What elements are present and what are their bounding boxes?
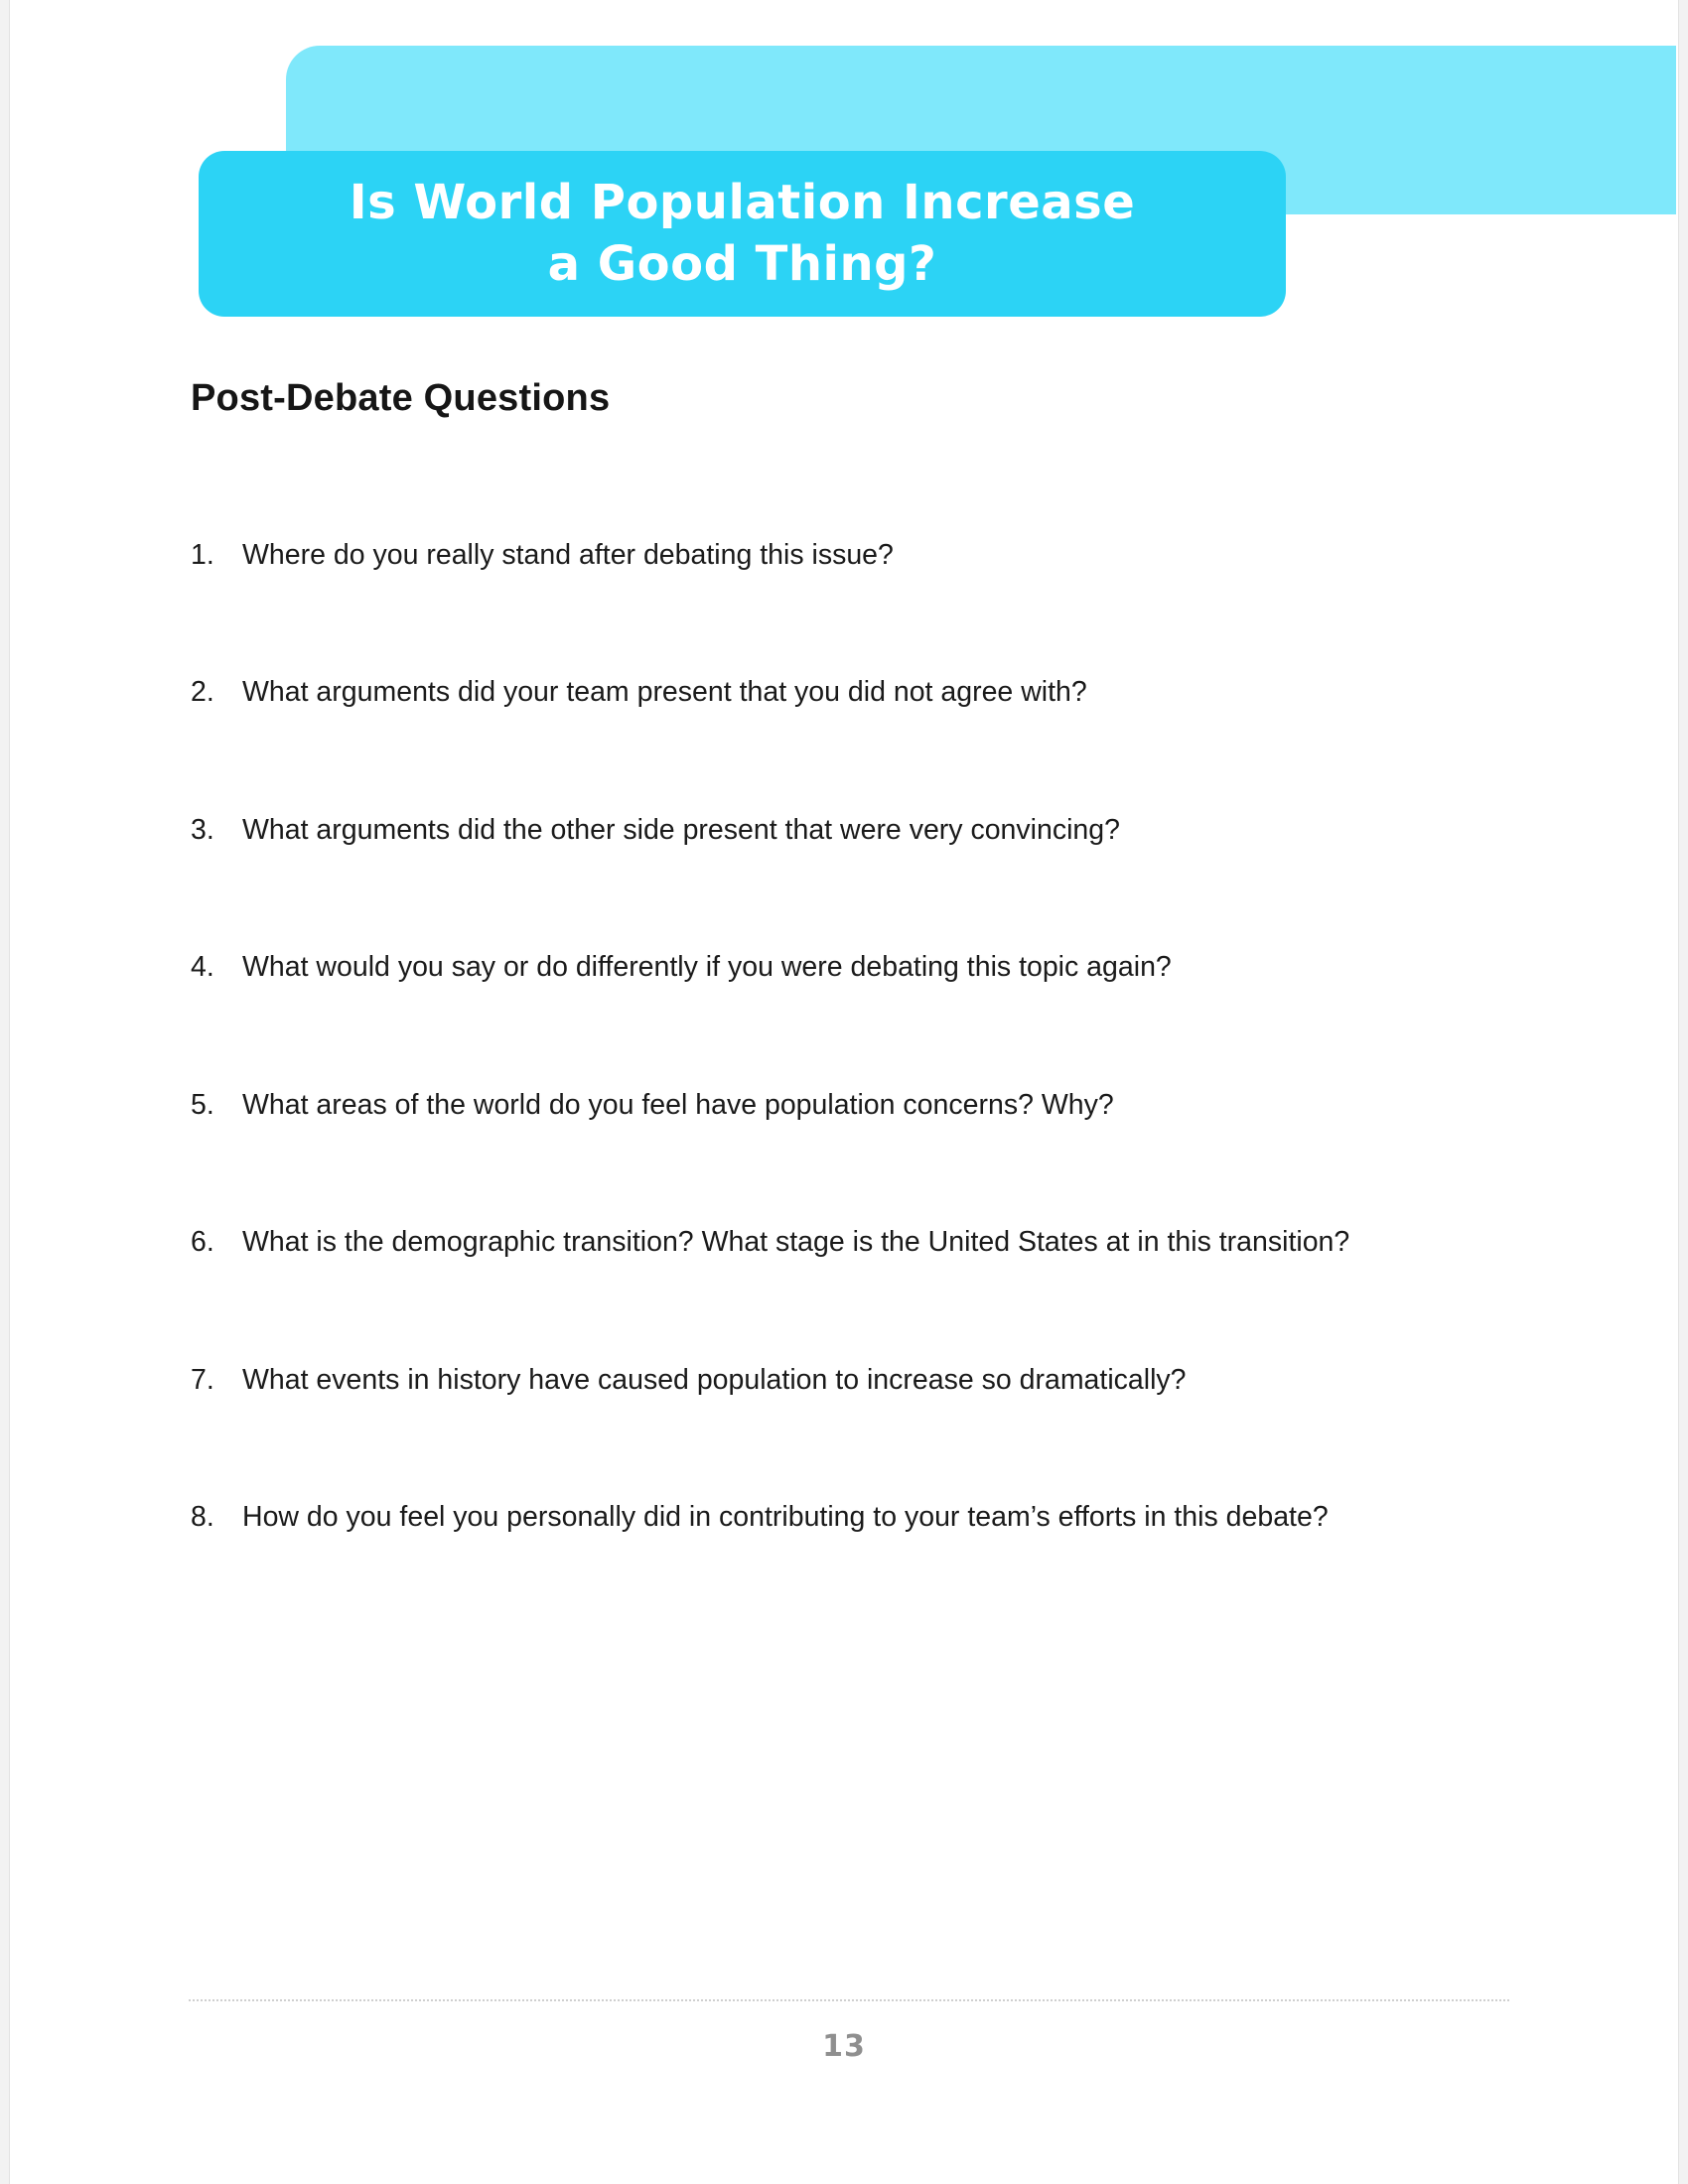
- list-item-number: 1.: [191, 539, 214, 571]
- list-item: [191, 948, 1511, 986]
- list-item-number: 6.: [191, 1226, 214, 1259]
- banner-title-line-1: Is World Population Increase: [349, 175, 1136, 231]
- list-item-text: What events in history have caused population to increase so dramatically?: [242, 1363, 1187, 1396]
- list-item: [191, 673, 1511, 711]
- page-number: 13: [822, 2029, 866, 2064]
- list-item-text: Where do you really stand after debating this issue?: [242, 539, 894, 571]
- page-left-edge: [0, 0, 10, 2184]
- banner-title-line-2: a Good Thing?: [547, 235, 937, 292]
- list-item-number: 3.: [191, 813, 214, 846]
- list-item-text: What areas of the world do you feel have population concerns? Why?: [242, 1088, 1114, 1121]
- footer-divider: [189, 1999, 1509, 2001]
- list-item-number: 7.: [191, 1363, 214, 1396]
- list-item-text: What arguments did your team present that you did not agree with?: [242, 676, 1087, 709]
- list-item-text: What would you say or do differently if you were debating this topic again?: [242, 951, 1172, 984]
- page-right-edge: [1678, 0, 1688, 2184]
- list-item: [191, 1223, 1511, 1261]
- list-item-text: How do you feel you personally did in contributing to your team’s efforts in this debate?: [242, 1501, 1329, 1534]
- list-item: [191, 811, 1511, 849]
- list-item: [191, 1498, 1511, 1536]
- list-item-text: What is the demographic transition? What stage is the United States at in this transition?: [242, 1226, 1350, 1259]
- list-item: [191, 536, 1511, 574]
- list-item-number: 2.: [191, 676, 214, 709]
- list-item-number: 5.: [191, 1088, 214, 1121]
- list-item: [191, 1086, 1511, 1124]
- list-item-number: 8.: [191, 1501, 214, 1534]
- list-item-text: What arguments did the other side present that were very convincing?: [242, 813, 1120, 846]
- page-title: Post-Debate Questions: [191, 377, 611, 419]
- list-item: [191, 1361, 1511, 1399]
- list-item-number: 4.: [191, 951, 214, 984]
- questions-list: [191, 536, 1511, 1636]
- banner-title-block: [199, 151, 1286, 317]
